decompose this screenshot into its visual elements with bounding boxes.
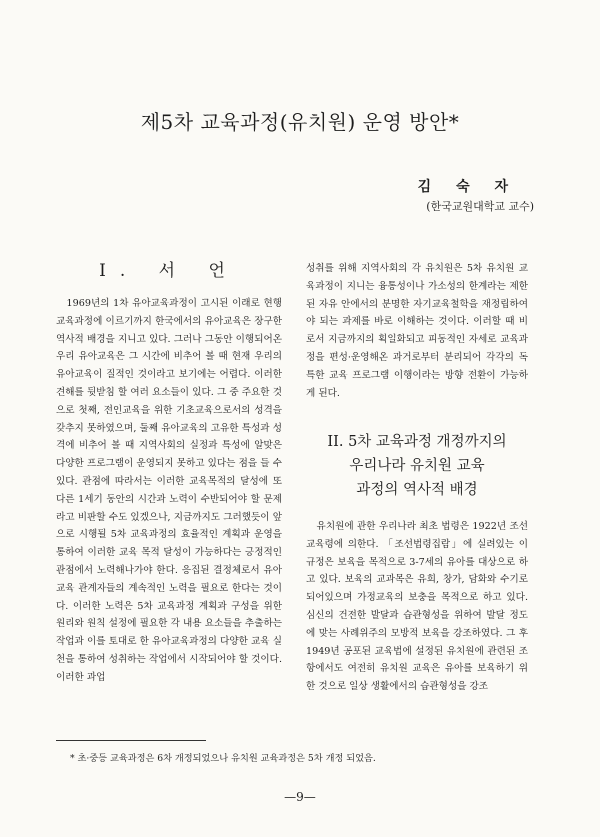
right-column-continuation [306,260,528,402]
footnote: * 초·중등 교육과정은 6차 개정되었으나 유치원 교육과정은 5차 개정 되었음. [70,753,376,764]
page-title: 제5차 교육과정(유치원) 운영 방안* [140,110,460,134]
page-number: —9— [284,790,316,804]
footnote-divider [56,740,206,741]
section-1-paragraph: 1969년의 1차 유아교육과정이 고시된 이래로 현행 교육과정에 이르기까지 한국에서의 유아교육은 장구한 역사적 배경을 지니고 있다. 그러나 그동안 이행되어온 우리 유아교육은 그 시간에 비추어 볼 때 현재 우리의 유아교육이 질적인 것이라고 보기에는 어렵다. 이러한 견해를 뒷받침 할 여러 요소들이 있다. 그 중 주요한 것으로 첫째, 전인교육을 위한 기초교육으로서의 성격을 갖추지 못하였으며, 둘째 유아교육의 고유한 특성과 성격에 비추어 볼 때 지역사회의 실정과 특성에 알맞은 다양한 프로그램이 운영되지 못하고 있다는 점을 들 수 있다. 관점에 따라서는 이러한 교육목적의 달성에 또 다른 1세기 동안의 시간과 노력이 수반되어야 할 문제라고 비판할 수도 있겠으나, 지금까지도 그러했듯이 앞으로 시행될 5차 교육과정의 효율적인 계획과 운영을 통하여 이러한 교육 목적 달성이 가능하다는 긍정적인 관점에서 노력해나가야 한다. 응집된 결정체로서 유아교육 관계자들의 계속적인 노력을 필요로 한다는 것이다. 이러한 노력은 5차 교육과정 계획과 구성을 위한 원리와 원칙 설정에 필요한 각 내용 요소들을 추출하는 작업과 이를 토대로 한 유아교육과정의 다양한 교육 실천을 통하여 성취하는 작업에서 시작되어야 할 것이다. 이러한 과업 [56,298,282,683]
section-2-heading-line-2: 우리나라 유치원 교육 [349,458,485,474]
author-name: 김 숙 자 [417,179,518,195]
section-2-paragraph: 유치원에 관한 우리나라 최초 법령은 1922년 조선교육령에 의한다. 「조선법령집람」에 실려있는 이 규정은 보육을 목적으로 3-7세의 유아를 대상으로 하고 있다. 보육의 교과목은 유희, 창가, 담화와 수기로 되어있으며 가정교육의 보충을 목적으로 하고 있다. 심신의 건전한 발달과 습관형성을 위하여 발달 정도에 맞는 사례위주의 모방적 보육을 강조하였다. 그 후 1949년 공포된 교육법에 설정된 유치원에 관련된 조항에서도 여전히 유치원 교육은 유아를 보육하기 위한 것으로 일상 생활에서의 습관형성을 강조 [306,521,528,693]
author-affiliation: (한국교원대학교 교수) [426,200,534,213]
section-2-heading [306,430,528,502]
section-1-heading: I. 서 언 [99,261,239,281]
continued-paragraph: 성취를 위해 지역사회의 각 유치원은 5차 유치원 교육과정이 지니는 융통성이나 가소성의 한계라는 제한된 자유 안에서의 분명한 자기교육철학을 재정립하여야 되는 과제를 바로 이해하는 것이다. 이러할 때 비로서 지금까지의 획일화되고 피동적인 자세로 교육과정을 편성·운영해온 과거로부터 분리되어 각각의 독특한 교육 프로그램 이행이라는 방향 전환이 가능하게 된다. [306,263,528,399]
section-2-body [306,518,528,696]
section-2-heading-line-1: II. 5차 교육과정 개정까지의 [327,434,507,450]
section-2-heading-line-3: 과정의 역사적 배경 [356,482,478,498]
section-1-body [56,295,282,687]
